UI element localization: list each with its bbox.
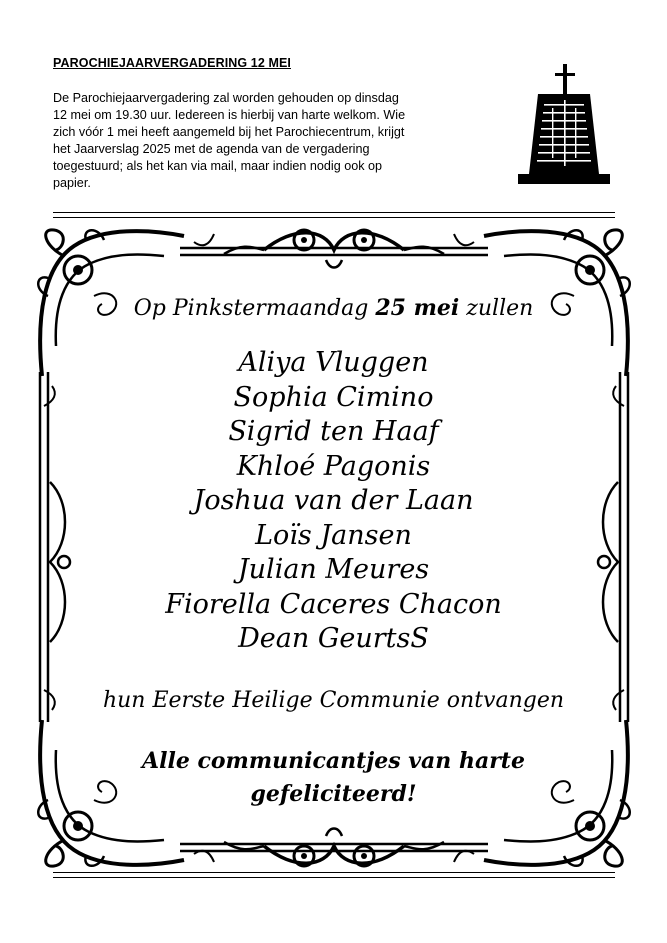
announcement-line: toegestuurd; als het kan via mail, maar indien nodig ook op bbox=[53, 159, 383, 173]
communion-intro bbox=[0, 295, 667, 321]
communion-outro: hun Eerste Heilige Communie ontvangen bbox=[102, 688, 565, 713]
church-tower-icon bbox=[518, 64, 610, 188]
announcement-line: papier. bbox=[53, 176, 91, 190]
communicant-name: Khloé Pagonis bbox=[236, 450, 431, 482]
intro-prefix: Op Pinkstermaandag bbox=[133, 296, 376, 321]
communicant-name: Fiorella Caceres Chacon bbox=[165, 588, 502, 620]
communicant-name: Aliya Vluggen bbox=[238, 347, 429, 378]
congrats-line: gefeliciteerd! bbox=[250, 781, 417, 807]
top-divider-double bbox=[53, 217, 615, 218]
announcement-line: zich vóór 1 mei heeft aangemeld bij het Parochiecentrum, krijgt bbox=[53, 125, 405, 139]
top-divider bbox=[53, 212, 615, 213]
communicant-name: Sophia Cimino bbox=[233, 381, 434, 413]
communicant-name: Julian Meures bbox=[237, 554, 430, 585]
communicant-name: Joshua van der Laan bbox=[193, 485, 474, 516]
announcement-line: De Parochiejaarvergadering zal worden gehouden op dinsdag bbox=[53, 91, 399, 105]
communicant-name: Sigrid ten Haaf bbox=[228, 416, 439, 447]
bottom-divider-double bbox=[53, 877, 615, 878]
announcement-title: PAROCHIEJAARVERGADERING 12 MEI bbox=[53, 56, 291, 70]
bottom-divider bbox=[53, 872, 615, 873]
communicant-names bbox=[0, 346, 667, 657]
announcement-text bbox=[53, 90, 498, 192]
communicant-name: Loïs Jansen bbox=[255, 519, 412, 551]
intro-date: 25 mei bbox=[375, 295, 460, 321]
intro-suffix: zullen bbox=[459, 296, 534, 321]
announcement-line: 12 mei om 19.30 uur. Iedereen is hierbij van harte welkom. Wie bbox=[53, 108, 406, 122]
announcement-line: het Jaarverslag 2025 met de agenda van de vergadering bbox=[53, 142, 370, 156]
congratulations bbox=[0, 745, 667, 811]
communicant-name: Dean GeurtsS bbox=[238, 623, 429, 654]
congrats-line: Alle communicantjes van harte bbox=[142, 748, 525, 774]
